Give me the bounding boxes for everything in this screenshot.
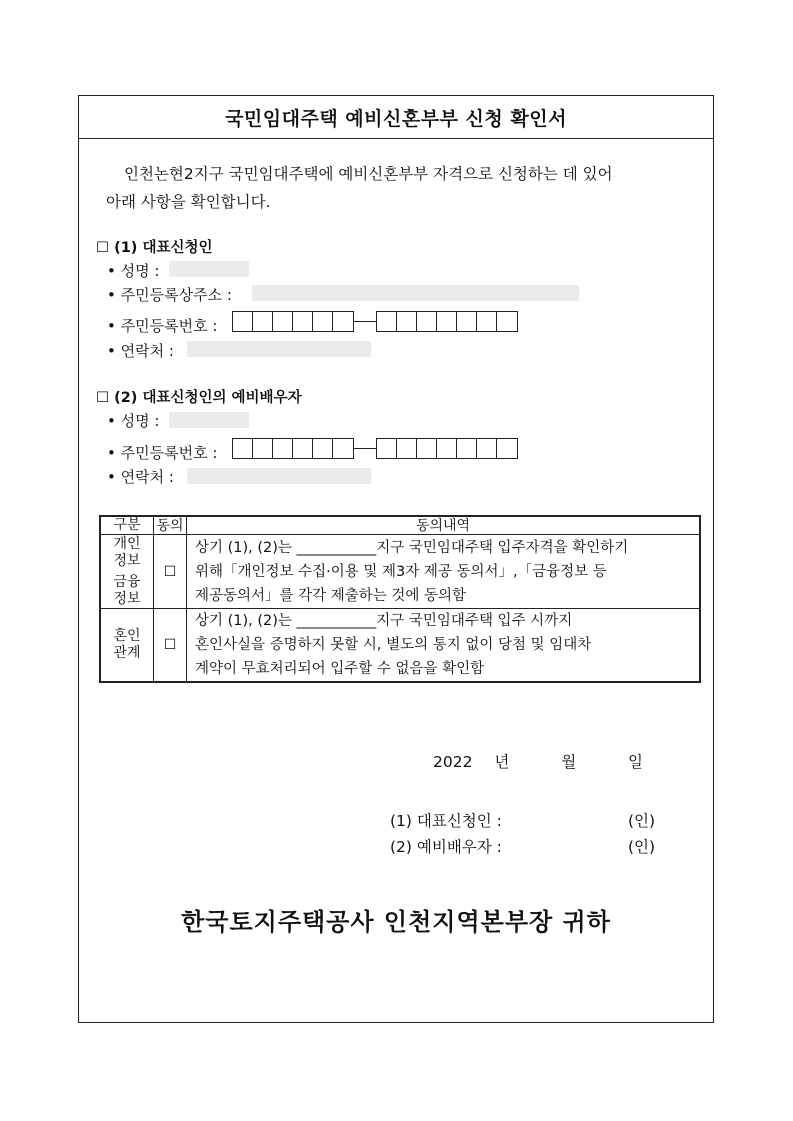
category-label: 개인 — [113, 535, 141, 552]
consent-line: 상기 (1), (2)는 ___________지구 국민임대주택 입주 시까지 — [195, 613, 573, 629]
section1-title: (1) 대표신청인 — [114, 240, 213, 256]
section2-contact-label: • 연락처 : — [107, 468, 174, 486]
consent-line: 제공동의서」를 각각 제출하는 것에 동의함 — [195, 587, 467, 604]
consent-table — [99, 515, 701, 683]
section1-contact-label: • 연락처 : — [107, 342, 174, 360]
intro-line-2: 아래 사항을 확인합니다. — [106, 193, 271, 211]
consent-line: 위해「개인정보 수집·이용 및 제3자 제공 동의서」,「금융정보 등 — [195, 563, 607, 580]
section2-title: (2) 대표신청인의 예비배우자 — [114, 390, 302, 406]
signature-applicant-label: (1) 대표신청인 : — [390, 812, 502, 830]
section2-ssn-label: • 주민등록번호 : — [107, 444, 218, 462]
section2-name-label: • 성명 : — [107, 412, 160, 430]
signature-spouse-label: (2) 예비배우자 : — [390, 838, 502, 856]
category-label: 혼인 — [113, 628, 141, 644]
section1-contact-field[interactable] — [187, 341, 371, 357]
category-label: 정보 — [113, 552, 141, 569]
signature-spouse-seal: (인) — [628, 838, 656, 856]
section1-address-field[interactable] — [252, 285, 579, 301]
section2-heading — [96, 386, 302, 407]
header-agree: 동의 — [154, 516, 187, 535]
date-month-unit: 월 — [561, 753, 577, 771]
category-privacy-finance — [100, 535, 154, 609]
date-year-unit: 년 — [494, 753, 510, 771]
category-label: 정보 — [113, 590, 141, 607]
date-line — [433, 750, 643, 772]
consent-row-marriage — [100, 609, 700, 683]
consent-line: 혼인사실을 증명하지 못할 시, 별도의 통지 없이 당첨 및 임대차 — [195, 637, 592, 653]
section1-ssn-boxes[interactable] — [232, 311, 518, 332]
section2-contact-field[interactable] — [187, 468, 371, 484]
consent-line: 상기 (1), (2)는 ___________지구 국민임대주택 입주자격을 확인하기 — [195, 539, 629, 556]
form-title: 국민임대주택 예비신혼부부 신청 확인서 — [79, 96, 713, 139]
section2-ssn-boxes[interactable] — [232, 438, 518, 459]
section1-address-label: • 주민등록상주소 : — [107, 286, 232, 304]
form-frame — [78, 95, 714, 1023]
header-details: 동의내역 — [187, 516, 701, 535]
section2-checkbox[interactable]: ☐ — [96, 390, 109, 406]
consent-details-marriage — [187, 609, 701, 683]
consent-header-row — [100, 516, 700, 535]
consent-row-privacy — [100, 535, 700, 609]
date-year: 2022 — [433, 753, 473, 771]
section2-name-field[interactable] — [169, 412, 249, 428]
agree-checkbox-marriage[interactable]: ☐ — [154, 609, 187, 683]
section1-heading — [96, 236, 213, 257]
section1-ssn-label: • 주민등록번호 : — [107, 317, 218, 335]
category-label: 관계 — [113, 645, 141, 661]
section1-name-field[interactable] — [169, 261, 249, 277]
date-day-unit: 일 — [628, 753, 644, 771]
header-category: 구분 — [100, 516, 154, 535]
consent-line: 계약이 무효처리되어 입주할 수 없음을 확인함 — [195, 661, 485, 677]
intro-line-1: 인천논현2지구 국민임대주택에 예비신혼부부 자격으로 신청하는 데 있어 — [124, 165, 613, 183]
section1-name-label: • 성명 : — [107, 262, 160, 280]
signature-applicant-seal: (인) — [628, 812, 656, 830]
agree-checkbox-privacy[interactable]: ☐ — [154, 535, 187, 609]
addressee-footer: 한국토지주택공사 인천지역본부장 귀하 — [181, 908, 611, 936]
consent-details-privacy — [187, 535, 701, 609]
category-marriage — [100, 609, 154, 683]
category-label: 금융 — [113, 573, 141, 590]
section1-checkbox[interactable]: ☐ — [96, 240, 109, 256]
